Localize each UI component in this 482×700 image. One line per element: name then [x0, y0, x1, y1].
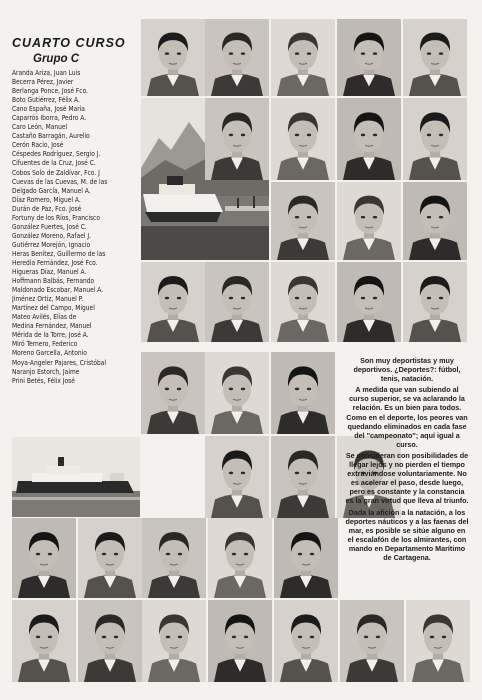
section-heading — [12, 36, 140, 65]
student-portrait — [271, 352, 335, 434]
student-name: Prini Betés, Félix José — [12, 376, 75, 385]
student-portrait — [271, 262, 335, 342]
student-portrait — [205, 352, 269, 434]
student-name: Higueras Díaz, Manuel A. — [12, 268, 87, 277]
student-portrait — [274, 518, 338, 598]
student-name: Castaño Barragán, Aurelio — [12, 132, 90, 141]
student-portrait — [205, 19, 269, 96]
student-name: Céspedes Rodríguez, Sergio J. — [12, 150, 101, 159]
student-portrait — [205, 436, 269, 518]
student-name: Miró Ternero, Federico — [12, 340, 78, 349]
article-paragraph: Se consideran con posibilidades de llegar lejos y no pierden el tiempo extraviándose voluntariamente. No es acelerar el paso, desde luego, pero es constante y la constancia es la gran virtud que lleva al triunfo. — [345, 450, 469, 506]
student-portrait — [403, 19, 467, 96]
student-portrait — [406, 600, 470, 682]
student-name: Jiménez Ortiz, Manuel P. — [12, 295, 84, 304]
student-portrait — [208, 600, 272, 682]
student-portrait — [208, 518, 272, 598]
student-portrait — [337, 262, 401, 342]
student-portrait — [78, 518, 142, 598]
student-name: Cobos Solo de Zaldívar, Fco. J — [12, 168, 100, 177]
student-name: Moreno Garcella, Antonio — [12, 349, 87, 358]
student-name: Cuevas de las Cuevas, M. de las — [12, 177, 108, 186]
student-portrait — [142, 600, 206, 682]
student-name: González Moreno, Rafael J. — [12, 231, 92, 240]
student-portrait — [274, 600, 338, 682]
student-name: Boto Gutiérrez, Félix A. — [12, 96, 80, 105]
article-paragraph: A medida que van subiendo al curso superior, se va aclarando la relación. Es un bien para todos. Como en el deporte, los peores van quedando eliminados en cada fase del "campeonato"; aquí igual a curso. — [346, 385, 468, 449]
student-portrait — [141, 19, 205, 96]
student-portrait — [78, 600, 142, 682]
student-portrait — [12, 600, 76, 682]
student-portrait — [271, 182, 335, 260]
article-paragraph: Dada la afición a la natación, a los deportes náuticos y a las faenas del mar, es posible se sitúe alguno en el escalafón de los almirantes, con mando en Departamento Marítimo de Cartagena. — [345, 507, 469, 562]
student-portrait — [271, 19, 335, 96]
student-name: Berlanga Ponce, José Fco. — [12, 87, 88, 96]
course-title: CUARTO CURSO — [12, 36, 126, 50]
student-name: Mateo Avilés, Elías de — [12, 313, 77, 322]
student-portrait — [142, 518, 206, 598]
student-portrait — [271, 98, 335, 180]
student-name: Moya-Angeler Pajares, Cristóbal — [12, 358, 107, 367]
student-name: Naranjo Estorch, Jaime — [12, 367, 80, 376]
student-name: Caparrós Iborra, Pedro A. — [12, 114, 87, 123]
student-name: Cifuentes de la Cruz, José C. — [12, 159, 96, 168]
student-portrait — [141, 262, 205, 342]
student-name: Heredia Fernández, José Fco. — [12, 258, 98, 267]
student-name: Becerra Pérez, Javier — [12, 78, 74, 87]
student-portrait — [337, 182, 401, 260]
student-portrait — [271, 436, 335, 518]
student-name: Mérida de la Torre, José A. — [12, 331, 89, 340]
student-portrait — [205, 98, 269, 180]
student-name: Maldonado Escobar, Manuel A. — [12, 286, 104, 295]
student-portrait — [337, 98, 401, 180]
student-name: Martínez del Campo, Miguel — [12, 304, 95, 313]
student-name: Díaz Romero, Miguel A. — [12, 195, 81, 204]
student-name: Fortuny de los Ríos, Francisco — [12, 213, 100, 222]
student-name: Cerón Racio, José — [12, 141, 64, 150]
student-name: González Fuertes, José C. — [12, 222, 87, 231]
student-name: Delgado García, Manuel A. — [12, 186, 91, 195]
student-name: Heras Benítez, Guillermo de las — [12, 249, 106, 258]
student-name: Durán de Paz, Fco. José — [12, 204, 82, 213]
article-paragraph: Son muy deportistas y muy deportivos. ¿Deportes?: fútbol, tenis, natación. — [353, 356, 461, 384]
student-portrait — [337, 19, 401, 96]
student-name: Hoffmann Balbás, Fernando — [12, 277, 95, 286]
student-name-list — [12, 69, 140, 386]
ship-photo — [12, 437, 140, 517]
student-portrait — [403, 182, 467, 260]
student-portrait — [403, 98, 467, 180]
student-portrait — [340, 600, 404, 682]
student-name: Gutiérrez Morejón, Ignacio — [12, 240, 91, 249]
student-name: Medina Fernández, Manuel — [12, 322, 92, 331]
student-portrait — [12, 518, 76, 598]
student-portrait — [141, 352, 205, 434]
student-name: Caro León, Manuel — [12, 123, 68, 132]
article-text — [345, 356, 469, 564]
group-title: Grupo C — [33, 53, 79, 65]
student-portrait — [205, 262, 269, 342]
student-portrait — [403, 262, 467, 342]
student-name: Cano España, José María — [12, 105, 85, 114]
student-name: Aranda Ariza, Juan Luis — [12, 69, 81, 77]
